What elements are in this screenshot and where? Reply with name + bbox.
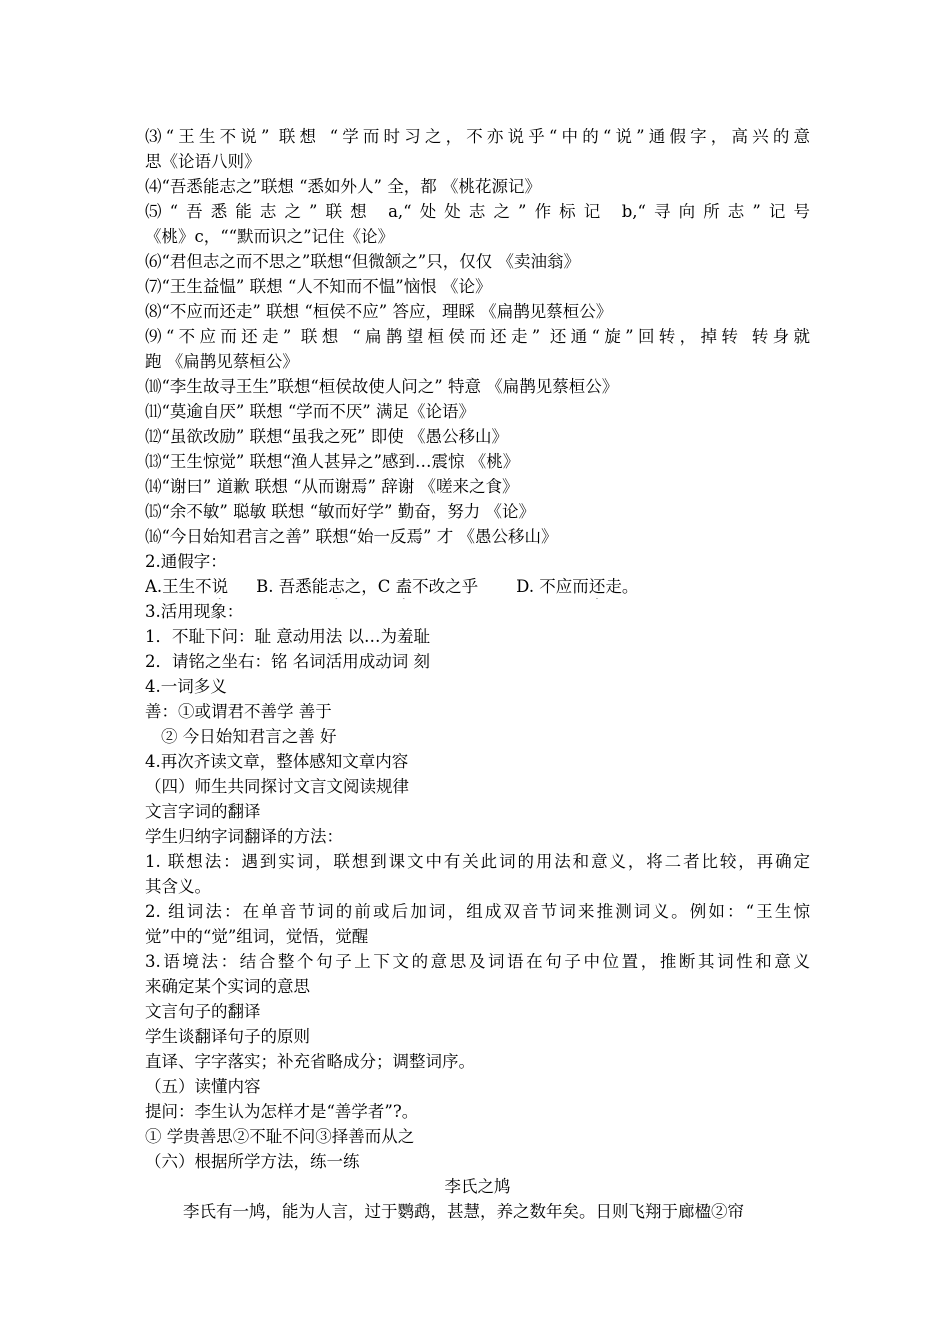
text-line: 1．不耻下问：耻 意动用法 以…为羞耻 [145, 627, 430, 646]
section-heading: 3.活用现象： [145, 602, 244, 621]
section-heading: （四）师生共同探讨文言文阅读规律 [145, 777, 409, 796]
option-a: A.王生不说 [145, 577, 229, 596]
text-line: ① 学贵善思②不耻不问③择善而从之 [145, 1127, 415, 1146]
text-line: ② 今日始知君言之善 好 [161, 727, 337, 746]
text-line: 2. 组词法：在单音节词的前或后加词，组成双音节词来推测词义。例如：“王生惊 [145, 902, 810, 921]
option-d: D. 不应而还走。 [516, 577, 639, 596]
text-line: ⑸“吾悉能志之”联想 a,“处处志之”作标记 b,“寻向所志”记号 [145, 202, 810, 221]
section-heading: （五）读懂内容 [145, 1077, 261, 1096]
text-line: 来确定某个实词的意思 [145, 977, 310, 996]
text-line: ⑾“莫逾自厌” 联想 “学而不厌” 满足《论语》 [145, 402, 475, 421]
text-line: 学生谈翻译句子的原则 [145, 1027, 310, 1046]
text-line: ⑹“君但志之而不思之”联想“但微颔之”只，仅仅 《卖油翁》 [145, 252, 580, 271]
text-line: ⒁“谢曰” 道歉 联想 “从而谢焉” 辞谢 《嗟来之食》 [145, 477, 519, 496]
text-line: 其含义。 [145, 877, 211, 896]
passage-title: 李氏之鸠 [444, 1177, 511, 1196]
option-c: C 盍不改之乎 [377, 577, 479, 596]
text-line: 善：①或谓君不善学 善于 [145, 702, 332, 721]
text-line: 3.语境法：结合整个句子上下文的意思及词语在句子中位置，推断其词性和意义 [145, 952, 810, 971]
section-heading: 4.一词多义 [145, 677, 227, 696]
text-line: ⒃“今日始知君言之善” 联想“始一反焉” 才 《愚公移山》 [145, 527, 558, 546]
text-line: 觉”中的“觉”组词，觉悟，觉醒 [145, 927, 369, 946]
section-heading: （六）根据所学方法，练一练 [145, 1152, 360, 1171]
document-page [145, 124, 810, 1224]
text-line: 思《论语八则》 [145, 152, 261, 171]
passage-text: 李氏有一鸠，能为人言，过于鹦鹉，甚慧，养之数年矣。日则飞翔于廊楹②帘 [183, 1202, 744, 1221]
option-b: B. 吾悉能志之， [256, 577, 378, 596]
text-line: 《桃》c，““默而识之”记住《论》 [145, 227, 395, 246]
text-line: ⑿“虽欲改励” 联想“虽我之死” 即使 《愚公移山》 [145, 427, 508, 446]
text-line: ⑷“吾悉能志之”联想 “悉如外人” 全，都 《桃花源记》 [145, 177, 541, 196]
text-line: 1. 联想法：遇到实词，联想到课文中有关此词的用法和意义，将二者比较，再确定 [145, 852, 810, 871]
text-line: 提问：李生认为怎样才是“善学者”?。 [145, 1102, 419, 1121]
text-line: ⑻“不应而还走” 联想 “桓侯不应” 答应，理睬 《扁鹊见蔡桓公》 [145, 302, 613, 321]
text-line: ⒂“余不敏” 聪敏 联想 “敏而好学” 勤奋，努力 《论》 [145, 502, 535, 521]
text-line: 学生归纳字词翻译的方法： [145, 827, 343, 846]
text-line: 跑 《扁鹊见蔡桓公》 [145, 352, 299, 371]
text-line: ⑽“李生故寻王生”联想“桓侯故使人问之” 特意 《扁鹊见蔡桓公》 [145, 377, 619, 396]
text-line: ⒀“王生惊觉” 联想“渔人甚异之”感到…震惊 《桃》 [145, 452, 520, 471]
text-line: 直译、字字落实；补充省略成分；调整词序。 [145, 1052, 475, 1071]
section-heading: 2.通假字： [145, 552, 227, 571]
text-line: 文言句子的翻译 [145, 1002, 261, 1021]
tongjiazi-options [145, 574, 810, 599]
text-line: ⑼“不应而还走” 联想 “扁鹊望桓侯而还走” 还通“旋”回转，掉转 转身就 [145, 327, 810, 346]
text-line: 文言字词的翻译 [145, 802, 261, 821]
text-line: 4.再次齐读文章，整体感知文章内容 [145, 752, 409, 771]
text-line: 2．请铭之坐右：铭 名词活用成动词 刻 [145, 652, 430, 671]
text-line: ⑶“王生不说” 联想 “学而时习之，不亦说乎“中的“说”通假字，高兴的意 [145, 127, 810, 146]
text-line: ⑺“王生益愠” 联想 “人不知而不愠”恼恨 《论》 [145, 277, 492, 296]
